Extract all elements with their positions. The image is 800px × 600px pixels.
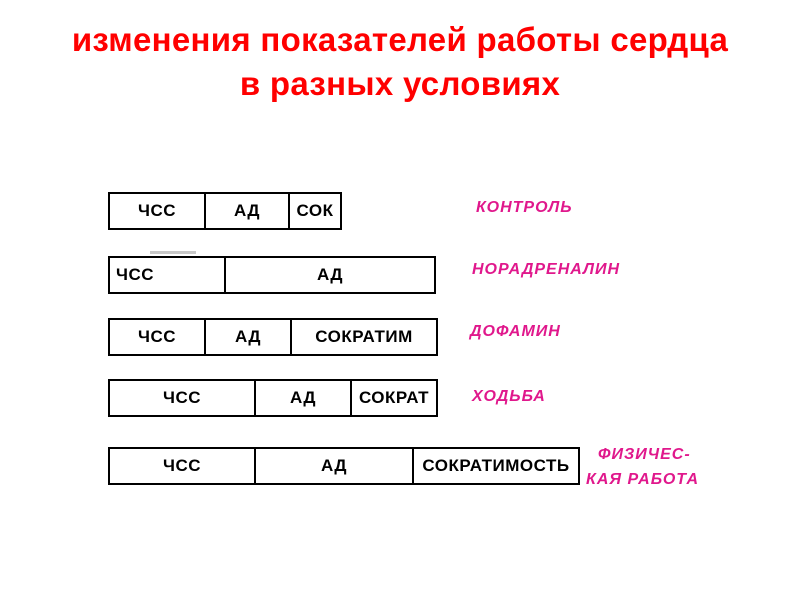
faint-mark xyxy=(150,251,196,254)
cell-hr: ЧСС xyxy=(138,201,176,220)
page-title xyxy=(0,18,800,106)
cell-hr: ЧСС xyxy=(138,327,176,346)
title-line-1: изменения показателей работы сердца xyxy=(71,21,729,58)
label-control: КОНТРОЛЬ xyxy=(476,199,573,216)
cell-contraction: СОКРАТ xyxy=(350,381,436,415)
cell-contraction: СОКРАТИМОСТЬ xyxy=(412,449,578,483)
bar-noradrenaline xyxy=(108,256,436,294)
cell-hr: ЧСС xyxy=(116,265,154,284)
cell-bp: АД xyxy=(224,258,434,292)
bar-walking xyxy=(108,379,438,417)
cell-bp: АД xyxy=(254,381,350,415)
cell-bp: АД xyxy=(254,449,412,483)
cell-contraction: СОКРАТИМ xyxy=(290,320,436,354)
cell-gap xyxy=(166,258,224,292)
bar-dopamine xyxy=(108,318,438,356)
cell-hr: ЧСС xyxy=(163,456,201,475)
label-physical-work-2: КАЯ РАБОТА xyxy=(586,471,699,488)
label-physical-work-1: ФИЗИЧЕС- xyxy=(598,446,691,463)
cell-bp: АД xyxy=(204,320,290,354)
label-dopamine: ДОФАМИН xyxy=(470,323,561,340)
cell-hr: ЧСС xyxy=(163,388,201,407)
title-line-2: в разных условиях xyxy=(239,65,561,102)
label-noradrenaline: НОРАДРЕНАЛИН xyxy=(472,261,621,278)
cell-contraction: СОК xyxy=(288,194,340,228)
label-walking: ХОДЬБА xyxy=(472,388,546,405)
bar-control xyxy=(108,192,342,230)
bar-physical-work xyxy=(108,447,580,485)
cell-bp: АД xyxy=(204,194,288,228)
